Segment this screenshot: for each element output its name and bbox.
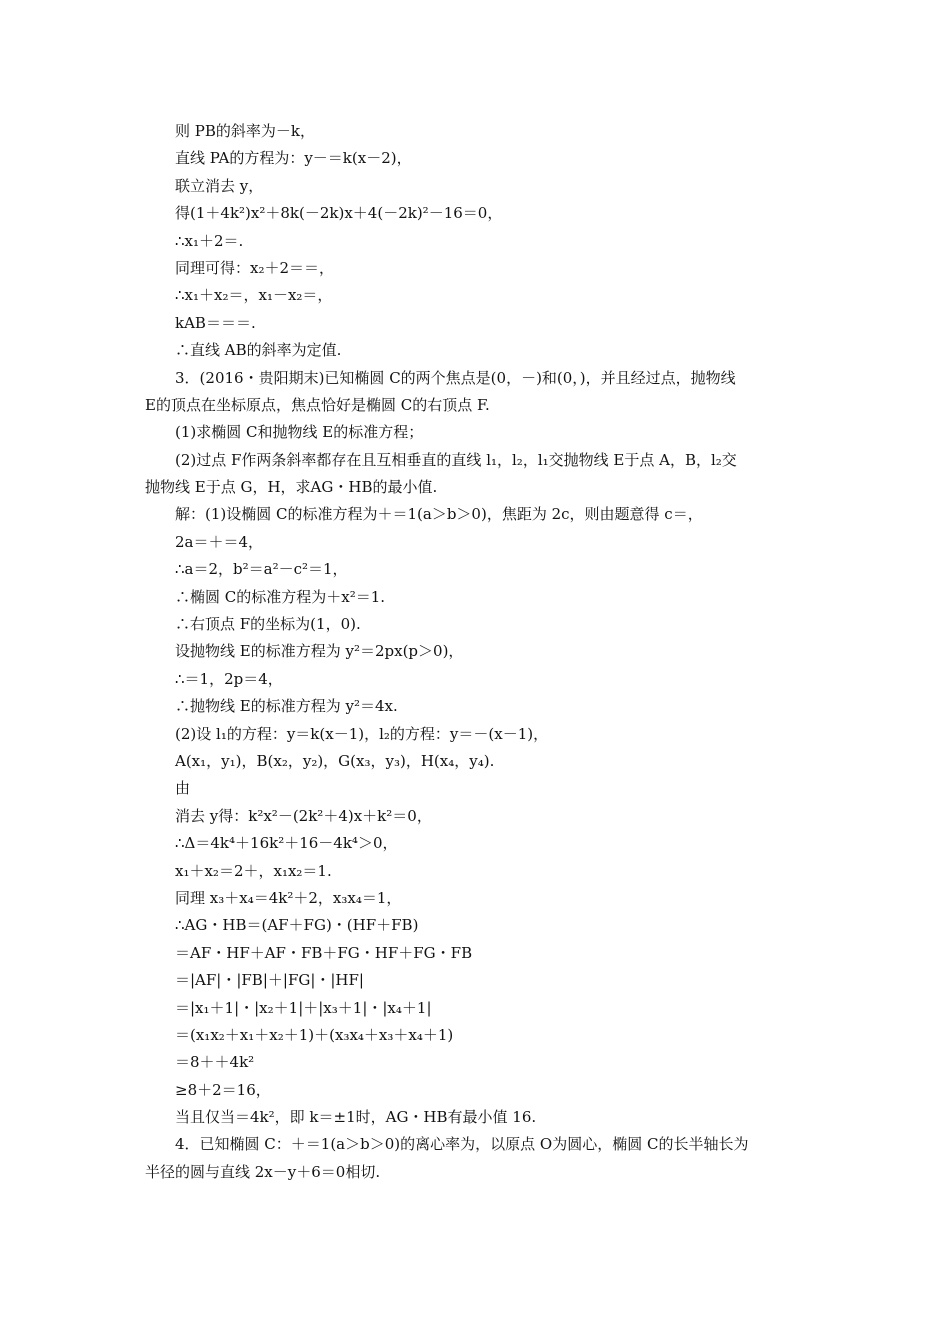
text-line: ∴右顶点 F的坐标为(1，0). (175, 615, 361, 634)
text-line: 联立消去 y， (175, 176, 264, 195)
text-line: (2)过点 F作两条斜率都存在且互相垂直的直线 l₁，l₂，l₁交抛物线 E于点 A，B，l₂交 (175, 450, 737, 469)
text-line: (1)求椭圆 C和抛物线 E的标准方程； (175, 423, 424, 442)
text-line: ∴＝1，2p＝4， (175, 669, 283, 688)
text-line: A(x₁，y₁)，B(x₂，y₂)，G(x₃，y₃)，H(x₄，y₄). (175, 751, 495, 770)
text-line: ＝AF・HF＋AF・FB＋FG・HF＋FG・FB (175, 943, 473, 962)
text-line: ＝|x₁＋1|・|x₂＋1|＋|x₃＋1|・|x₄＋1| (175, 998, 432, 1017)
document-body (145, 118, 810, 1186)
text-line: ∴x₁＋x₂＝，x₁－x₂＝， (175, 286, 333, 305)
text-line: ∴椭圆 C的标准方程为＋x²＝1. (175, 587, 386, 606)
text-line: 消去 y得：k²x²－(2k²＋4)x＋k²＝0， (175, 806, 432, 825)
text-line: 同理可得：x₂＋2＝＝， (175, 258, 335, 277)
text-line: ∴Δ＝4k⁴＋16k²＋16－4k⁴＞0， (175, 834, 398, 853)
text-line: 设抛物线 E的标准方程为 y²＝2px(p＞0)， (175, 642, 464, 661)
text-line: 由 (175, 779, 191, 798)
text-line: 半径的圆与直线 2x－y＋6＝0相切. (145, 1162, 381, 1181)
text-line: 当且仅当＝4k²，即 k＝±1时，AG・HB有最小值 16. (175, 1108, 537, 1127)
text-line: 同理 x₃＋x₄＝4k²＋2，x₃x₄＝1， (175, 888, 402, 907)
text-line: ∴抛物线 E的标准方程为 y²＝4x. (175, 697, 398, 716)
text-line: ＝|AF|・|FB|＋|FG|・|HF| (175, 971, 364, 990)
problem-4-heading: 4．已知椭圆 C：＋＝1(a＞b＞0)的离心率为，以原点 O为圆心，椭圆 C的长半轴长为 (175, 1135, 749, 1154)
text-line: x₁＋x₂＝2＋，x₁x₂＝1. (175, 861, 332, 880)
text-line: 直线 PA的方程为：y－＝k(x－2)， (175, 149, 412, 168)
text-line: ∴a＝2，b²＝a²－c²＝1， (175, 560, 348, 579)
text-line: 2a＝＋＝4， (175, 532, 264, 551)
text-line: ＝8＋＋4k² (175, 1053, 255, 1072)
text-line: 抛物线 E于点 G，H，求AG・HB的最小值. (145, 478, 438, 497)
problem-3-heading: 3．(2016・贵阳期末)已知椭圆 C的两个焦点是(0，－)和(0，)，并且经过点，抛物线 (175, 368, 736, 387)
text-line: (2)设 l₁的方程：y＝k(x－1)，l₂的方程：y＝－(x－1)， (175, 724, 549, 743)
text-line: 则 PB的斜率为－k， (175, 122, 315, 140)
text-line: ∴直线 AB的斜率为定值. (175, 341, 342, 360)
text-line: ＝(x₁x₂＋x₁＋x₂＋1)＋(x₃x₄＋x₃＋x₄＋1) (175, 1025, 454, 1044)
text-line: ∴x₁＋2＝. (175, 231, 244, 250)
text-line: kAB＝＝＝. (175, 313, 256, 332)
solution-line: 解：(1)设椭圆 C的标准方程为＋＝1(a＞b＞0)，焦距为 2c，则由题意得 c＝， (175, 505, 703, 524)
text-line: ∴AG・HB＝(AF＋FG)・(HF＋FB) (175, 916, 419, 935)
text-line: 得(1＋4k²)x²＋8k(－2k)x＋4(－2k)²－16＝0， (175, 204, 503, 223)
text-line: ≥8＋2＝16， (175, 1080, 271, 1099)
text-line: E的顶点在坐标原点，焦点恰好是椭圆 C的右顶点 F. (145, 395, 490, 414)
